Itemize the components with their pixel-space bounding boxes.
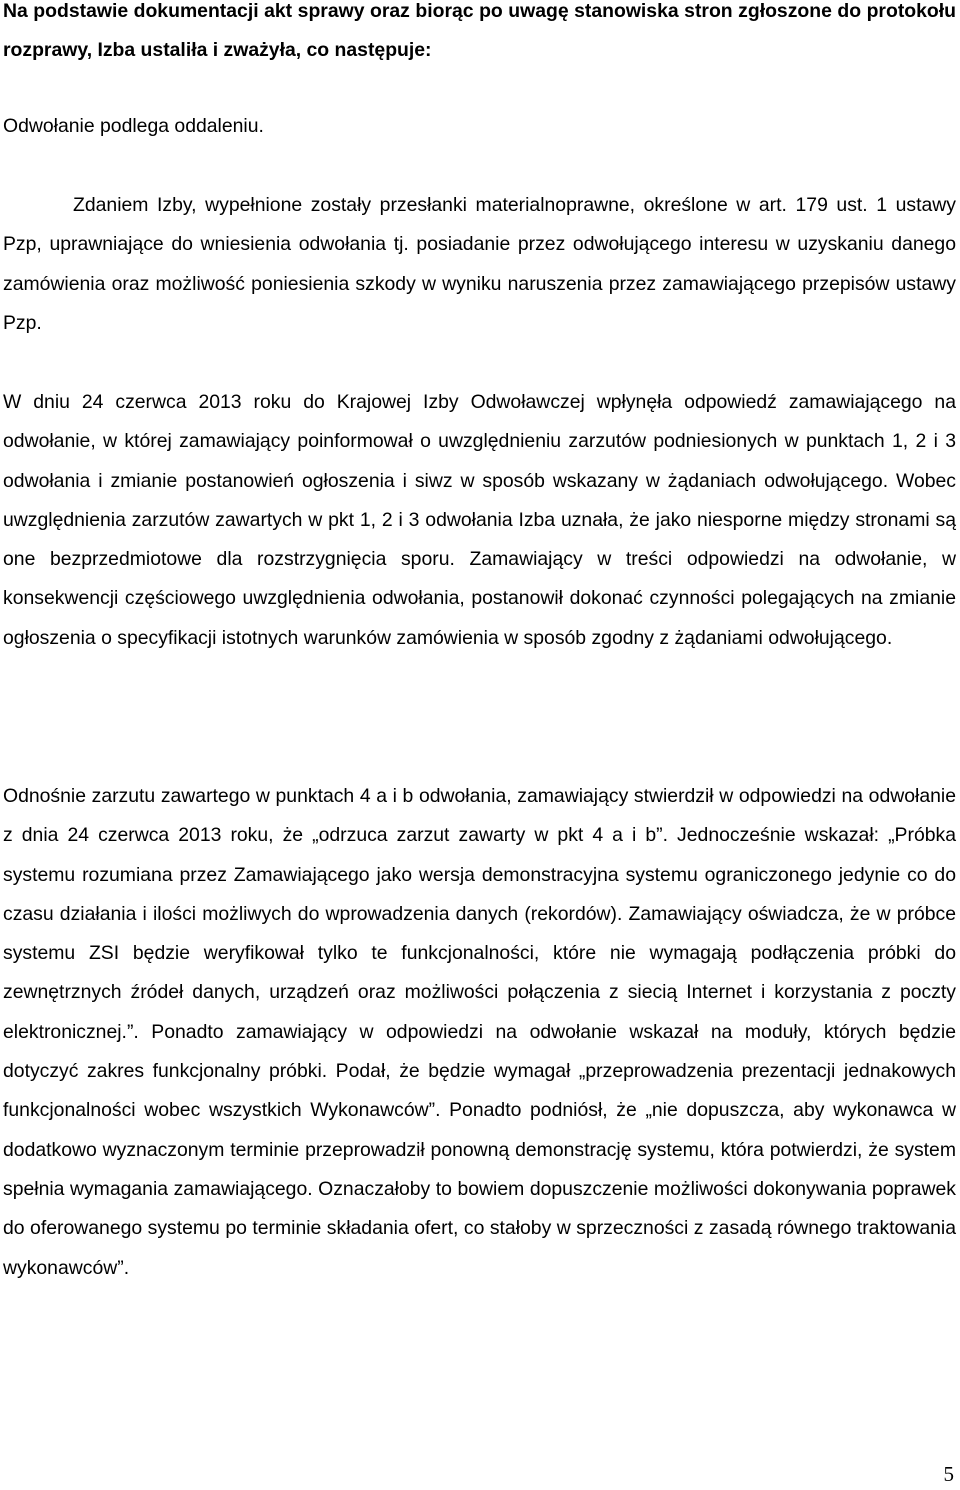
response-paragraph: W dniu 24 czerwca 2013 roku do Krajowej Izby Odwoławczej wpłynęła odpowiedź zamawiającego na odwołanie, w której zamawiający poinformował o uwzględnieniu zarzutów podniesionych w punktach 1, 2 i 3 odwołania i zmianie postanowień ogłoszenia i siwz w sposób wskazany w żądaniach odwołującego. Wobec uwzględnienia zarzutów zawartych w pkt 1, 2 i 3 odwołania Izba uznała, że jako niesporne między stronami są one bezprzedmiotowe dla rozstrzygnięcia sporu. Zamawiający w treści odpowiedzi na odwołanie, w konsekwencji częściowego uwzględnienia odwołania, postanowił dokonać czynności polegających na zmianie ogłoszenia o specyfikacji istotnych warunków zamówienia w sposób zgodny z żądaniami odwołującego. [3,391,956,649]
standing-paragraph: Zdaniem Izby, wypełnione zostały przesłanki materialnoprawne, określone w art. 179 ust. 1 ustawy Pzp, uprawniające do wniesienia odwołania tj. posiadanie przez odwołującego interesu w uzyskaniu danego zamówienia oraz możliwość poniesienia szkody w wyniku naruszenia przez zamawiającego przepisów ustawy Pzp. [3,194,956,334]
intro-paragraph: Na podstawie dokumentacji akt sprawy oraz biorąc po uwagę stanowiska stron zgłoszone do protokołu rozprawy, Izba ustaliła i zważyła, co następuje: [3,0,956,62]
page-number: 5 [943,1462,954,1486]
ruling-paragraph: Odwołanie podlega oddaleniu. [3,115,264,137]
sample-paragraph: Odnośnie zarzutu zawartego w punktach 4 a i b odwołania, zamawiający stwierdził w odpowiedzi na odwołanie z dnia 24 czerwca 2013 roku, że „odrzuca zarzut zawarty w pkt 4 a i b”. Jednocześnie wskazał: „Próbka systemu rozumiana przez Zamawiającego jako wersja demonstracyjna systemu ograniczonego jedynie co do czasu działania i ilości możliwych do wprowadzenia danych (rekordów). Zamawiający oświadcza, że w próbce systemu ZSI będzie weryfikował tylko te funkcjonalności, które nie wymagają podłączenia próbki do zewnętrznych źródeł danych, urządzeń oraz możliwości połączenia z siecią Internet i korzystania z poczty elektronicznej.”. Ponadto zamawiający w odpowiedzi na odwołanie wskazał na moduły, których będzie dotyczyć zakres funkcjonalny próbki. Podał, że będzie wymagał „przeprowadzenia prezentacji jednakowych funkcjonalności wobec wszystkich Wykonawców”. Ponadto podniósł, że „nie dopuszcza, aby wykonawca w dodatkowo wyznaczonym terminie przeprowadził ponowną demonstrację systemu, która potwierdzi, że system spełnia wymagania zamawiającego. Oznaczałoby to bowiem dopuszczenie możliwości dokonywania poprawek do oferowanego systemu po terminie składania ofert, co stałoby w sprzeczności z zasadą równego traktowania wykonawców”. [3,785,956,1279]
